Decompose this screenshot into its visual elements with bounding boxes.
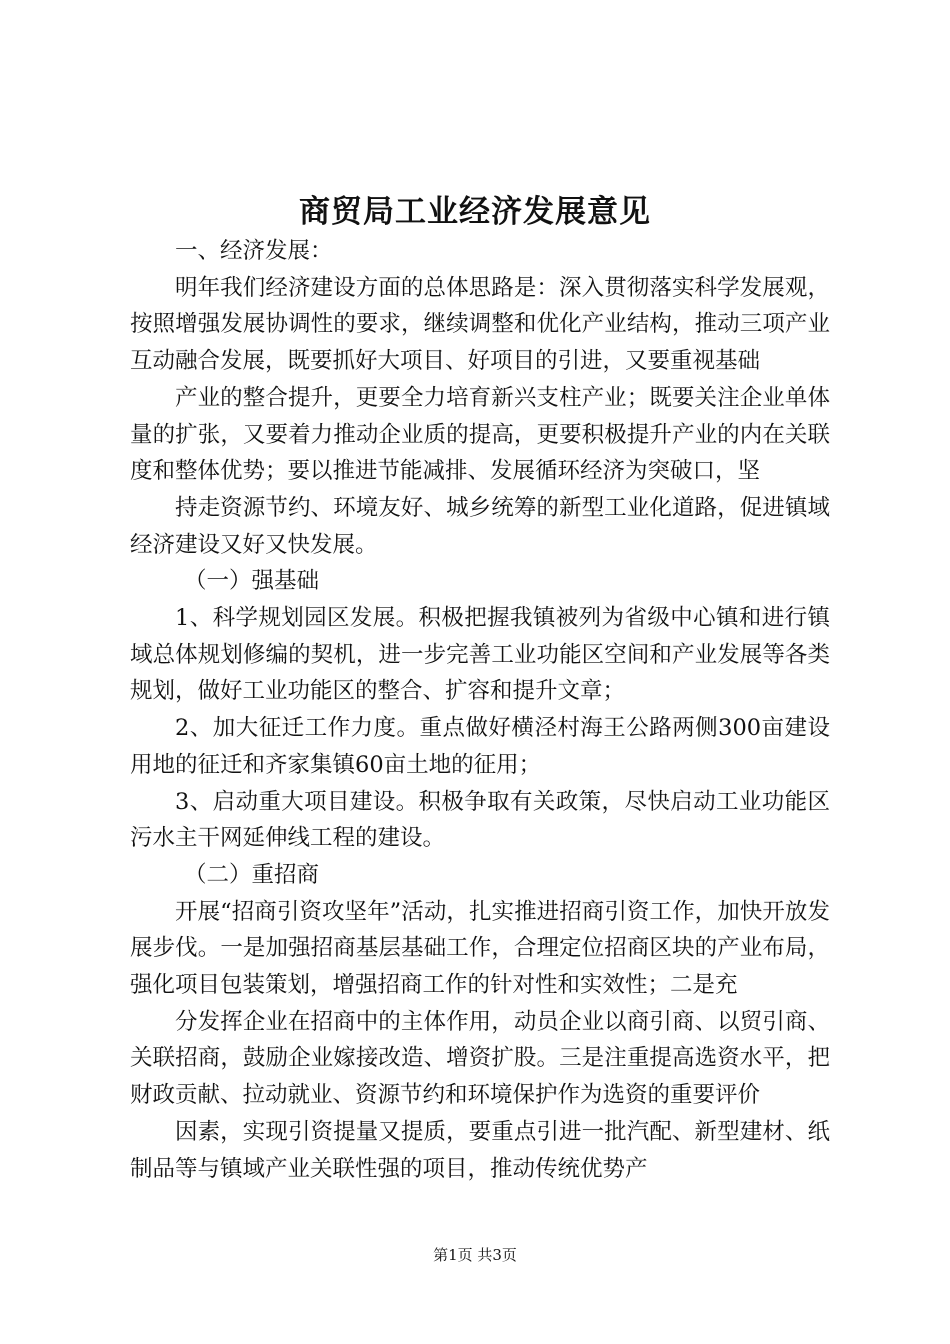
paragraph: 3、启动重大项目建设。积极争取有关政策，尽快启动工业功能区污水主干网延伸线工程的建设。 xyxy=(130,788,830,852)
paragraph: 明年我们经济建设方面的总体思路是：深入贯彻落实科学发展观，按照增强发展协调性的要求，继续调整和优化产业结构，推动三项产业互动融合发展，既要抓好大项目、好项目的引进，又要重视基础 xyxy=(130,274,830,375)
paragraph: 分发挥企业在招商中的主体作用，动员企业以商引商、以贸引商、关联招商，鼓励企业嫁接改造、增资扩股。三是注重提高选资水平，把财政贡献、拉动就业、资源节约和环境保护作为选资的重要评价 xyxy=(130,1008,830,1109)
page-footer: 第1页 共3页 xyxy=(433,1246,517,1264)
paragraph: 开展“招商引资攻坚年”活动，扎实推进招商引资工作，加快开放发展步伐。一是加强招商基层基础工作，合理定位招商区块的产业布局，强化项目包装策划，增强招商工作的针对性和实效性；二是充 xyxy=(130,898,830,999)
paragraph: 2、加大征迁工作力度。重点做好横泾村海王公路两侧300亩建设用地的征迁和齐家集镇60亩土地的征用； xyxy=(130,715,830,778)
subsection-heading: （二）重招商 xyxy=(184,861,320,888)
subsection-heading: （一）强基础 xyxy=(184,568,320,595)
paragraph: 持走资源节约、环境友好、城乡统筹的新型工业化道路，促进镇域经济建设又好又快发展。 xyxy=(130,494,830,558)
paragraph: 1、科学规划园区发展。积极把握我镇被列为省级中心镇和进行镇域总体规划修编的契机，进一步完善工业功能区空间和产业发展等各类规划，做好工业功能区的整合、扩容和提升文章； xyxy=(130,605,830,705)
document-body xyxy=(130,233,830,1187)
section-heading: 一、经济发展： xyxy=(175,238,333,264)
document-title: 商贸局工业经济发展意见 xyxy=(299,194,651,230)
paragraph: 因素，实现引资提量又提质，要重点引进一批汽配、新型建材、纸制品等与镇域产业关联性强的项目，推动传统优势产 xyxy=(130,1118,830,1182)
paragraph: 产业的整合提升，更要全力培育新兴支柱产业；既要关注企业单体量的扩张，又要着力推动企业质的提高，更要积极提升产业的内在关联度和整体优势；要以推进节能减排、发展循环经济为突破口，坚 xyxy=(130,384,830,485)
